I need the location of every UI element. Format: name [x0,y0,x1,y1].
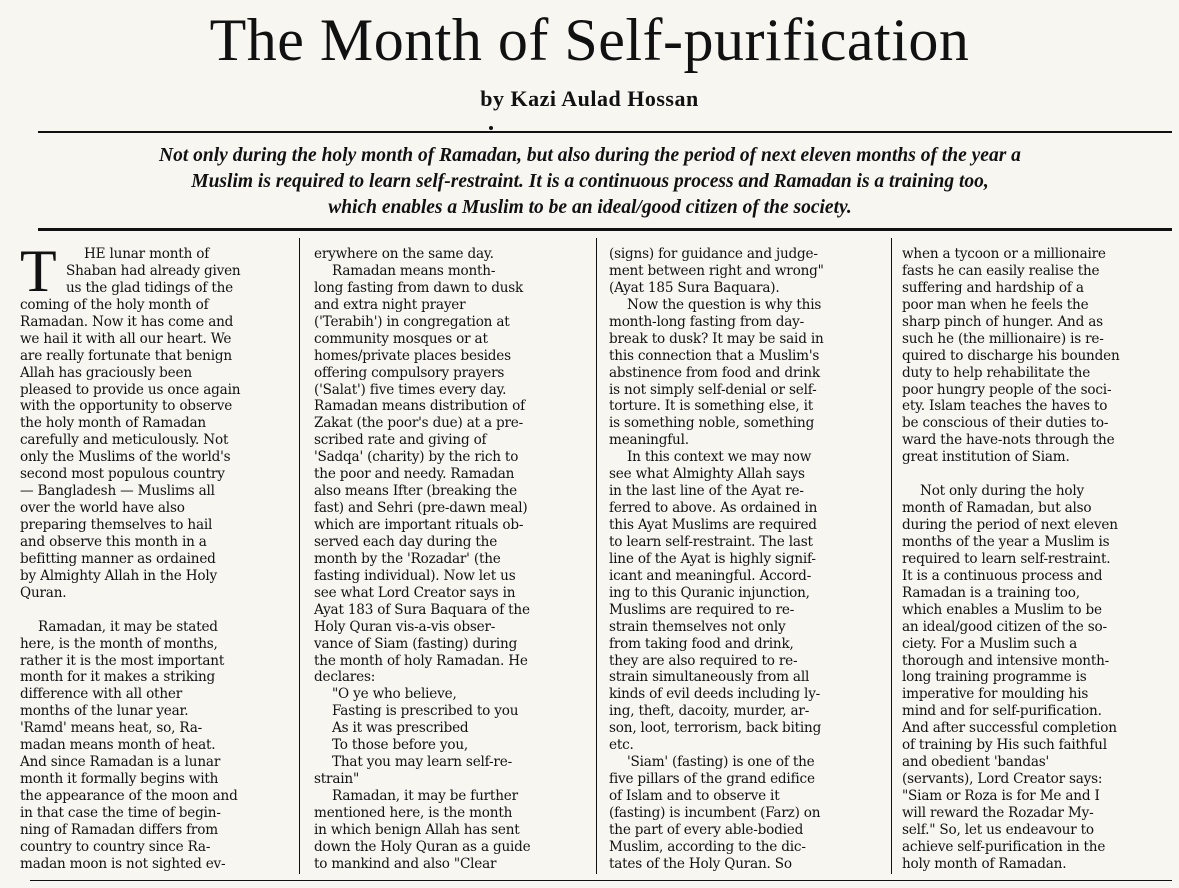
bottom-rule [30,880,1172,881]
text-line: ing to this Quranic injunction, [609,584,810,601]
text-line: carefully and meticulously. Not [20,432,229,449]
middle-rule [38,228,1172,231]
text-line: such he (the millionaire) is re- [902,330,1104,347]
column-divider [891,238,892,874]
text-line: ferred to above. As ordained in [609,500,818,517]
text-line: thorough and intensive month- [902,652,1110,669]
text-line: Ramadan means month- [332,262,496,279]
text-line: offering compulsory prayers [314,364,505,381]
text-line: etc. [609,737,634,754]
text-line: 'Ramd' means heat, so, Ra- [20,720,202,737]
text-line: difference with all other [20,686,183,703]
text-line: of Islam and to observe it [609,788,780,804]
text-line: month for it makes a striking [20,669,216,686]
text-line: see what Lord Creator says in [314,584,516,601]
text-line: here, is the month of months, [20,635,218,652]
text-line [902,466,1172,483]
text-line: ('Terabih') in congregation at [314,313,510,330]
text-line: this Ayat Muslims are required [609,517,817,533]
text-line: strain" [314,771,359,788]
text-line: Zakat (the poor's due) at a pre- [314,415,524,432]
text-line: required to learn self-restraint. [902,550,1111,567]
text-line: Ramadan means distribution of [314,398,525,415]
text-line: the appearance of the moon and [20,788,238,804]
text-line: to learn self-restraint. The last [609,533,813,550]
text-line: icant and meaningful. Accord- [609,567,812,584]
text-line: also means Ifter (breaking the [314,483,518,500]
text-line: the month of holy Ramadan. He [314,652,528,669]
article-column-3 [609,246,877,873]
text-line: That you may learn self-re- [332,754,512,771]
text-line: ward the have-nots through the [902,432,1115,449]
text-line: month of Ramadan, but also [902,500,1092,517]
text-line: in which benign Allah has sent [314,821,520,838]
text-line: which are important rituals ob- [314,517,524,533]
text-line: months of the year a Muslim is [902,533,1110,550]
text-line: Ramadan, it may be further [332,788,518,804]
text-line: strain themselves not only [609,618,786,635]
text-line: poor man when he feels the [902,296,1089,313]
text-line: suffering and hardship of a [902,279,1084,296]
text-line: self." So, let us endeavour to [902,821,1094,838]
text-line: during the period of next eleven [902,517,1118,533]
text-line: and observe this month in a [20,533,207,550]
text-line: down the Holy Quran as a guide [314,838,531,855]
text-line: Muslim, according to the dic- [609,838,806,855]
text-line: befitting manner as ordained [20,550,216,567]
text-line: this connection that a Muslim's [609,347,820,364]
article-column-4 [902,246,1172,873]
text-line: great institution of Siam. [902,449,1070,466]
text-line: we hail it with all our heart. We [20,330,232,347]
text-line: Shaban had already given [66,262,241,279]
text-line: five pillars of the grand edifice [609,771,815,788]
text-line: It is a continuous process and [902,567,1103,584]
text-line: meaningful. [609,432,689,449]
column-divider [596,238,597,874]
text-line: Not only during the holy [920,483,1084,500]
text-line: ment between right and wrong" [609,262,824,279]
text-line: long training programme is [902,669,1087,686]
text-line: served each day during the [314,533,498,550]
text-line: Ramadan is a training too, [902,584,1080,601]
text-line: declares: [314,669,376,686]
text-line: rather it is the most important [20,652,225,669]
text-line: (servants), Lord Creator says: [902,771,1103,788]
text-line: long fasting from dawn to dusk [314,279,524,296]
text-line: Ramadan, it may be stated [38,618,218,635]
text-line: torture. It is something else, it [609,398,814,415]
text-line: over the world have also [20,500,185,517]
byline: by Kazi Aulad Hossan [480,86,699,111]
text-line: homes/private places besides [314,347,511,364]
text-line: "O ye who believe, [332,686,457,703]
text-line: the holy month of Ramadan [20,415,206,432]
text-line: 'Sadqa' (charity) by the rich to [314,449,519,466]
text-line: "Siam or Roza is for Me and I [902,788,1100,804]
text-line: only the Muslims of the world's [20,449,231,466]
text-line: ing, theft, dacoity, murder, ar- [609,703,810,720]
text-line: kinds of evil deeds including ly- [609,686,821,703]
text-line: Muslims are required to re- [609,601,795,618]
text-line: erywhere on the same day. [314,246,494,262]
text-line: ('Salat') five times every day. [314,381,507,398]
text-line: preparing themselves to hail [20,517,213,533]
standfirst-line: Muslim is required to learn self-restraint. It is a continuous process and Ramadan is a training too, [191,171,989,192]
text-line: us the glad tidings of the [66,279,234,296]
text-line: pleased to provide us once again [20,381,241,398]
text-line: Allah has graciously been [20,364,192,381]
text-line: achieve self-purification in the [902,838,1106,855]
text-line: ety. Islam teaches the haves to [902,398,1108,415]
standfirst-line: Not only during the holy month of Ramadan, but also during the period of next eleven months of the year a [159,145,1021,166]
text-line: ning of Ramadan differs from [20,821,218,838]
text-line: vance of Siam (fasting) during [314,635,518,652]
drop-cap: T [20,238,57,304]
text-line: and extra night prayer [314,296,466,313]
text-line: 'Siam' (fasting) is one of the [627,754,815,771]
text-line: of training by His such faithful [902,737,1107,754]
text-line: tates of the Holy Quran. So [609,855,792,872]
text-line: madan means month of heat. [20,737,216,754]
text-line: is not simply self-denial or self- [609,381,817,398]
text-line: strain simultaneously from all [609,669,810,686]
column-divider [299,238,300,874]
text-line: by Almighty Allah in the Holy [20,567,217,584]
text-line: month-long fasting from day- [609,313,805,330]
text-line: In this context we may now [627,449,812,466]
text-line: fast) and Sehri (pre-dawn meal) [314,500,528,517]
text-line: be conscious of their duties to- [902,415,1109,432]
text-line: To those before you, [332,737,469,754]
text-line: HE lunar month of [84,246,210,262]
text-line: fasts he can easily realise the [902,262,1100,279]
text-line [20,602,284,619]
standfirst-line: which enables a Muslim to be an ideal/good citizen of the society. [328,197,852,218]
text-line: country to country since Ra- [20,838,211,855]
text-line: month it formally begins with [20,771,219,788]
text-line: with the opportunity to observe [20,398,233,415]
text-line: line of the Ayat is highly signif- [609,550,816,567]
text-line: they are also required to re- [609,652,798,669]
text-line: fasting individual). Now let us [314,567,516,584]
text-line: second most populous country [20,466,225,483]
text-line: which enables a Muslim to be [902,601,1102,618]
text-line: months of the lunar year. [20,703,189,720]
text-line: (Ayat 185 Sura Baquara). [609,279,780,296]
text-line: imperative for moulding his [902,686,1089,703]
article-column-2 [314,246,584,873]
text-line: Holy Quran vis-a-vis obser- [314,618,496,635]
text-line: to mankind and also "Clear [314,855,497,872]
text-line: is something noble, something [609,415,815,432]
text-line: As it was prescribed [332,720,469,737]
rule-dot [489,126,493,130]
text-line: abstinence from food and drink [609,364,820,381]
text-line: Ayat 183 of Sura Baquara of the [314,601,530,618]
text-line: And after successful completion [902,720,1117,737]
text-line: poor hungry people of the soci- [902,381,1112,398]
text-line: in the last line of the Ayat re- [609,483,804,500]
text-line: are really fortunate that benign [20,347,232,364]
text-line: Ramadan. Now it has come and [20,313,234,330]
top-rule [38,131,1172,133]
article-column-1 [20,238,284,873]
text-line: madan moon is not sighted ev- [20,855,226,872]
text-line: Quran. [20,584,67,601]
text-line: And since Ramadan is a lunar [20,754,221,771]
text-line: (fasting) is incumbent (Farz) on [609,804,821,821]
text-line: when a tycoon or a millionaire [902,246,1106,262]
text-line: an ideal/good citizen of the so- [902,618,1107,635]
text-line: coming of the holy month of [20,296,209,313]
text-line: and obedient 'bandas' [902,754,1050,771]
text-line: the part of every able-bodied [609,821,804,838]
text-line: — Bangladesh — Muslims all [20,483,215,500]
text-line: mind and for self-purification. [902,703,1102,720]
text-line: duty to help rehabilitate the [902,364,1091,381]
article-title: The Month of Self-purification [209,7,970,73]
text-line: in that case the time of begin- [20,804,221,821]
text-line: the poor and needy. Ramadan [314,466,515,483]
text-line: mentioned here, is the month [314,804,513,821]
text-line: month by the 'Rozadar' (the [314,550,501,567]
text-line: quired to discharge his bounden [902,347,1120,364]
text-line: (signs) for guidance and judge- [609,246,818,262]
text-line: sharp pinch of hunger. And as [902,313,1103,330]
text-line: will reward the Rozadar My- [902,804,1094,821]
standfirst [40,143,1140,221]
text-line: Now the question is why this [627,296,822,313]
text-line: ciety. For a Muslim such a [902,635,1077,652]
text-line: break to dusk? It may be said in [609,330,824,347]
text-line: scribed rate and giving of [314,432,487,449]
text-line: Fasting is prescribed to you [332,703,519,720]
text-line: holy month of Ramadan. [902,855,1067,872]
text-line: son, loot, terrorism, back biting [609,720,822,737]
text-line: community mosques or at [314,330,488,347]
text-line: from taking food and drink, [609,635,794,652]
text-line: see what Almighty Allah says [609,466,805,483]
